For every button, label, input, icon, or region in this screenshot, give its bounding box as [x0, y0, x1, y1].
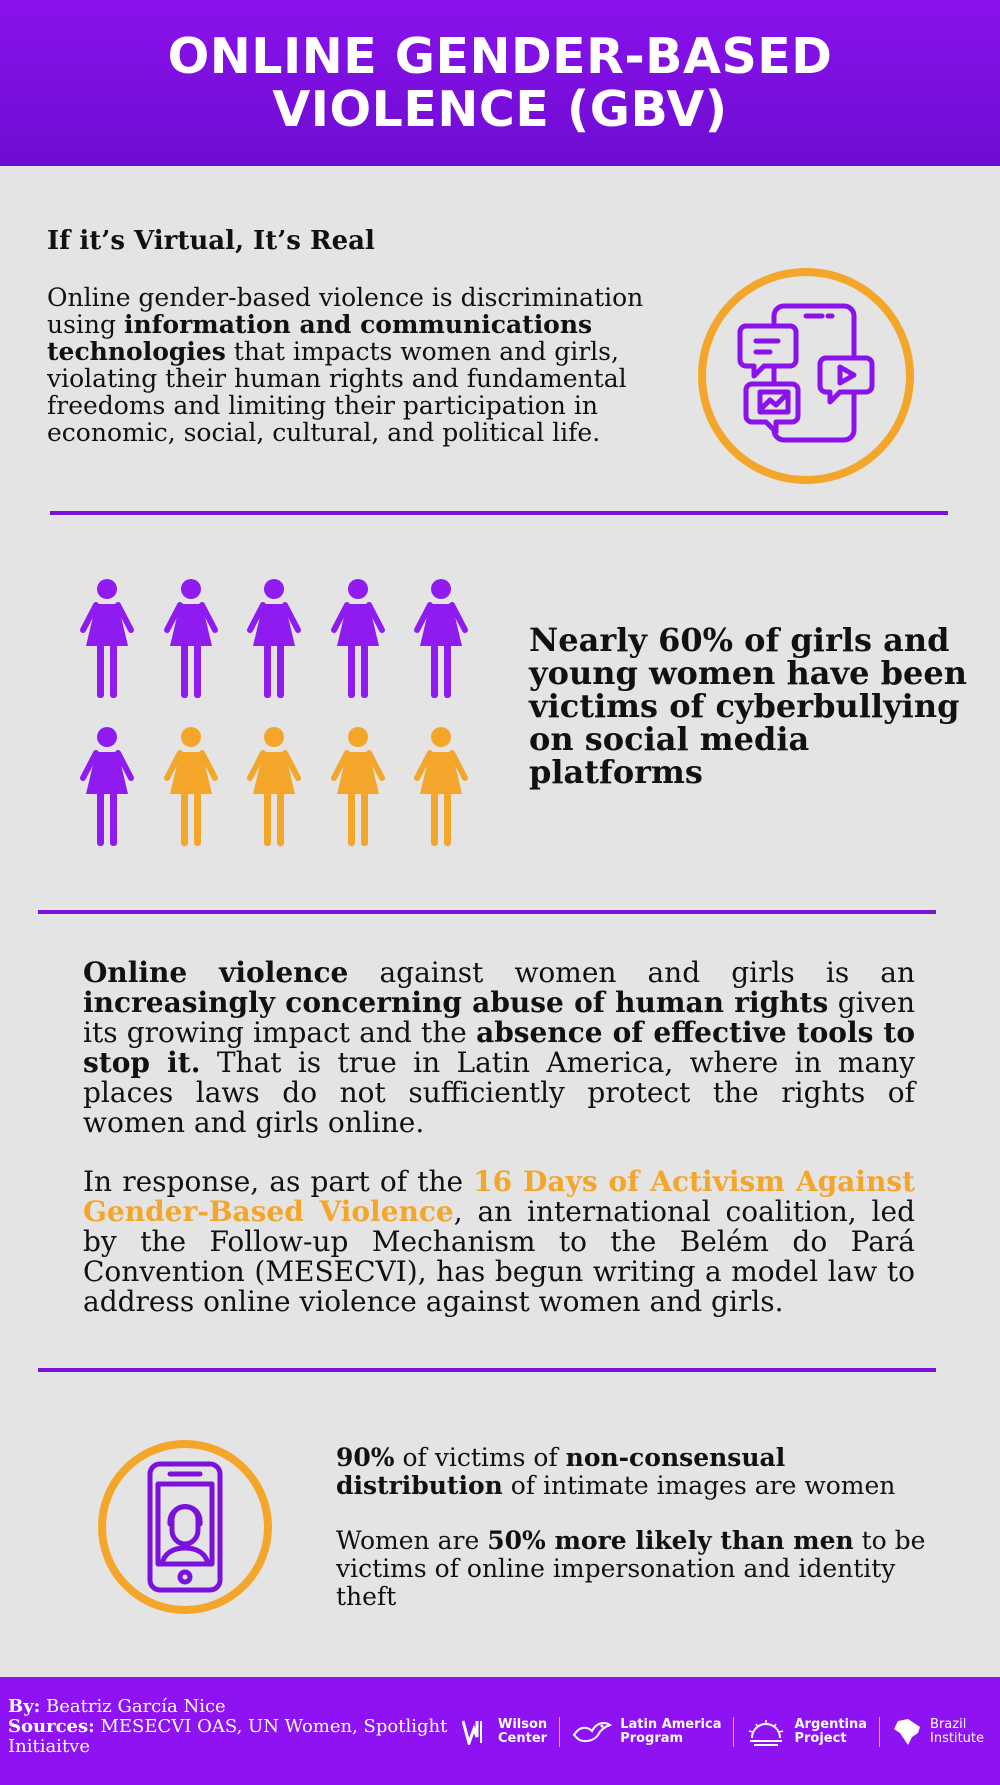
woman-figure-icon — [329, 726, 387, 848]
partner-logos — [462, 1709, 994, 1755]
divider-3 — [38, 1368, 936, 1372]
woman-figure-icon — [78, 726, 136, 848]
smartphone-messages-icon — [698, 268, 914, 484]
response-paragraph — [83, 1167, 915, 1317]
divider-2 — [38, 910, 936, 914]
text-span: That is true in Latin America, where in many places laws do not sufficiently protect the rights of women and girls online. — [83, 1046, 915, 1139]
logo-separator — [733, 1717, 734, 1747]
intro-paragraph — [47, 284, 687, 446]
woman-figure-icon — [412, 726, 470, 848]
argentina-project-logo[interactable] — [746, 1718, 867, 1746]
logo-text: Argentina — [794, 1717, 868, 1732]
woman-figure-icon — [245, 578, 303, 700]
logo-text: Project — [794, 1731, 847, 1746]
logo-text: Wilson — [498, 1717, 548, 1732]
logo-text: Latin America — [620, 1717, 722, 1732]
sun-emblem-icon — [746, 1718, 786, 1746]
phone-profile-icon — [98, 1440, 272, 1614]
intro-emphasis: information and communications technologies — [47, 310, 593, 366]
intro-text-end: that impacts women and girls, violating their human rights and fundamental freedoms and limiting their participation in economic, social, cultural, and political life. — [47, 337, 627, 447]
section-heading: If it’s Virtual, It’s Real — [47, 226, 375, 256]
emphasis-human-rights: increasingly concerning abuse of human rights — [83, 986, 829, 1019]
text-span: , an international coalition, led by the Follow-up Mechanism to the Belém do Pará Convention (MESECVI), has begun writing a model law to address online violence against women and girls. — [83, 1195, 915, 1318]
header-banner — [0, 0, 1000, 166]
text-span: In response, as part of the — [83, 1165, 474, 1198]
emphasis-distribution: non-consensual distribution — [336, 1443, 786, 1500]
woman-figure-icon — [412, 578, 470, 700]
sources-list: MESECVI OAS, UN Women, Spotlight Initiaitve — [8, 1716, 448, 1757]
logo-text: Institute — [930, 1731, 985, 1746]
latin-america-program-logo[interactable] — [572, 1717, 721, 1747]
credits — [8, 1697, 448, 1757]
sources-label: Sources: — [8, 1716, 95, 1737]
logo-text: Program — [620, 1731, 684, 1746]
bird-emblem-icon — [572, 1717, 612, 1747]
text-span: Women are — [336, 1526, 488, 1555]
logo-separator — [879, 1717, 880, 1747]
divider-1 — [50, 511, 948, 515]
text-span: to be victims of online impersonation and identity theft — [336, 1526, 926, 1611]
wilson-w-icon — [462, 1719, 492, 1745]
brazil-map-icon — [892, 1717, 922, 1747]
logo-text: Brazil — [930, 1717, 967, 1732]
cyberbullying-stat: Nearly 60% of girls and young women have been victims of cyberbullying on social media platforms — [529, 621, 967, 791]
emphasis-absence-tools: absence of effective tools to stop it. — [83, 1016, 916, 1079]
logo-separator — [559, 1717, 560, 1747]
author-name: Beatriz García Nice — [40, 1696, 226, 1717]
woman-figure-icon — [329, 578, 387, 700]
text-span: of victims of — [394, 1443, 566, 1472]
footer — [0, 1677, 1000, 1785]
emphasis-50-percent: 50% more likely than men — [487, 1526, 854, 1555]
text-span: against women and girls is an — [348, 956, 915, 989]
woman-figure-icon — [78, 578, 136, 700]
logo-text: Center — [498, 1731, 548, 1746]
women-figures-grid — [78, 578, 478, 860]
woman-figure-icon — [245, 726, 303, 848]
page-title-line1: ONLINE GENDER-BASED — [167, 28, 833, 85]
text-span: given its growing impact and the — [83, 986, 915, 1049]
page-title — [168, 30, 833, 136]
emphasis-online-violence: Online violence — [83, 956, 349, 989]
text-span: of intimate images are women — [502, 1471, 896, 1500]
stat-90-percent: 90% — [336, 1443, 395, 1472]
woman-figure-icon — [162, 578, 220, 700]
campaign-link[interactable]: 16 Days of Activism Against Gender-Based Violence — [83, 1165, 915, 1228]
impersonation-stat — [336, 1527, 956, 1611]
intro-text: Online gender-based violence is discrimination using — [47, 283, 644, 339]
image-distribution-stat — [336, 1444, 956, 1500]
online-violence-paragraph — [83, 958, 915, 1138]
brazil-institute-logo[interactable] — [892, 1717, 984, 1747]
wilson-center-logo[interactable] — [462, 1718, 547, 1746]
page-title-line2: VIOLENCE (GBV) — [272, 81, 728, 138]
woman-figure-icon — [162, 726, 220, 848]
author-label: By: — [8, 1696, 41, 1717]
